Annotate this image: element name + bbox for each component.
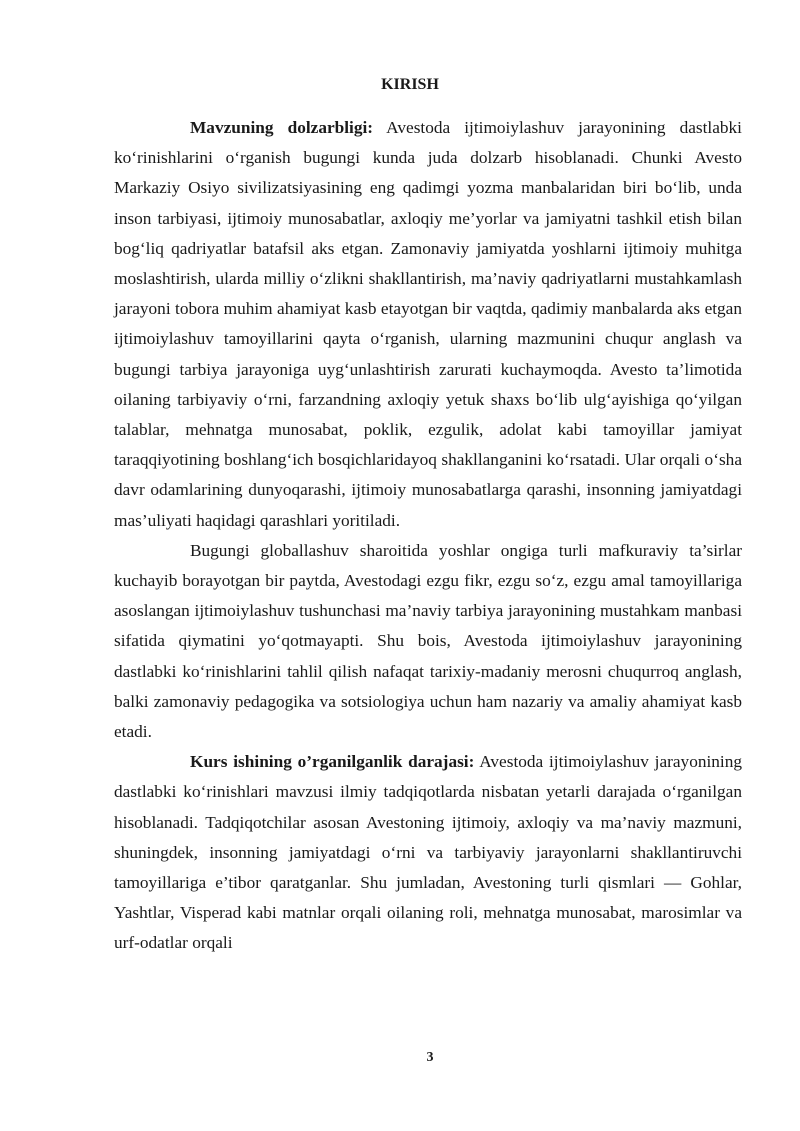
page-number: 3 xyxy=(426,1050,434,1065)
paragraph-globalization xyxy=(114,536,742,747)
paragraph-heading: Mavzuning dolzarbligi: xyxy=(190,118,374,137)
paragraph-text: Avestoda ijtimoiylashuv jarayonining dastlabki koʻrinishlari mavzusi ilmiy tadqiqotlarda nisbatan yetarli darajada oʻrganilgan hisoblanadi. Tadqiqotchilar asosan Avestoning ijtimoiy, axloqiy va ma’naviy mazmuni, shuningdek, insonning jamiyatdagi oʻrni va tarbiyaviy jarayonlarni shakllantiruvchi tamoyillariga e’tibor qaratganlar. Shu jumladan, Avestoning turli qismlari — Gohlar, Yashtlar, Visperad kabi matnlar orqali oilaning roli, mehnatga munosabat, marosimlar va urf-odatlar orqali xyxy=(114,752,743,953)
paragraph-study-level xyxy=(114,747,742,958)
body-text xyxy=(114,113,742,959)
paragraph-relevance xyxy=(114,113,742,536)
section-title: KIRISH xyxy=(381,76,439,93)
paragraph-text: Bugungi globallashuv sharoitida yoshlar ongiga turli mafkuraviy ta’sirlar kuchayib borayotgan bir paytda, Avestodagi ezgu fikr, ezgu soʻz, ezgu amal tamoyillariga asoslangan ijtimoiylashuv tushunchasi ma’naviy tarbiya jarayonining mustahkam manbasi sifatida qiymatini yoʻqotmayapti. Shu bois, Avestoda ijtimoiylashuv jarayonining dastlabki koʻrinishlarini tahlil qilish nafaqat tarixiy-madaniy merosni chuqurroq anglash, balki zamonaviy pedagogika va sotsiologiya uchun ham nazariy va amaliy ahamiyat kasb etadi. xyxy=(114,540,742,742)
paragraph-text: Avestoda ijtimoiylashuv jarayonining dastlabki koʻrinishlarini oʻrganish bugungi kunda juda dolzarb hisoblanadi. Chunki Avesto Markaziy Osiyo sivilizatsiyasining eng qadimgi yozma manbalaridan biri boʻlib, unda inson tarbiyasi, ijtimoiy munosabatlar, axloqiy me’yorlar va jamiyatni tashkil etish bilan bogʻliq qadriyatlar batafsil aks etgan. Zamonaviy jamiyatda yoshlarni ijtimoiy muhitga moslashtirish, ularda milliy oʻzlikni shakllantirish, ma’naviy qadriyatlarni mustahkamlash jarayoni tobora muhim ahamiyat kasb etayotgan bir vaqtda, qadimiy manbalarda aks etgan ijtimoiylashuv tamoyillarini qayta oʻrganish, ularning mazmunini chuqur anglash va bugungi tarbiya jarayoniga uygʻunlashtirish zarurati kuchaymoqda. Avesto ta’limotida oilaning tarbiyaviy oʻrni, farzandning axloqiy yetuk shaxs boʻlib ulgʻayishiga qoʻyilgan talablar, mehnatga munosabat, poklik, ezgulik, adolat kabi tamoyillar jamiyat taraqqiyotining boshlangʻich bosqichlaridayoq shakllanganini koʻrsatadi. Ular orqali oʻsha davr odamlarining dunyoqarashi, ijtimoiy munosabatlarga qarashi, insonning jamiyatdagi mas’uliyati haqidagi qarashlari yoritiladi. xyxy=(114,118,742,530)
paragraph-heading: Kurs ishining o’rganilganlik darajasi: xyxy=(190,752,475,772)
